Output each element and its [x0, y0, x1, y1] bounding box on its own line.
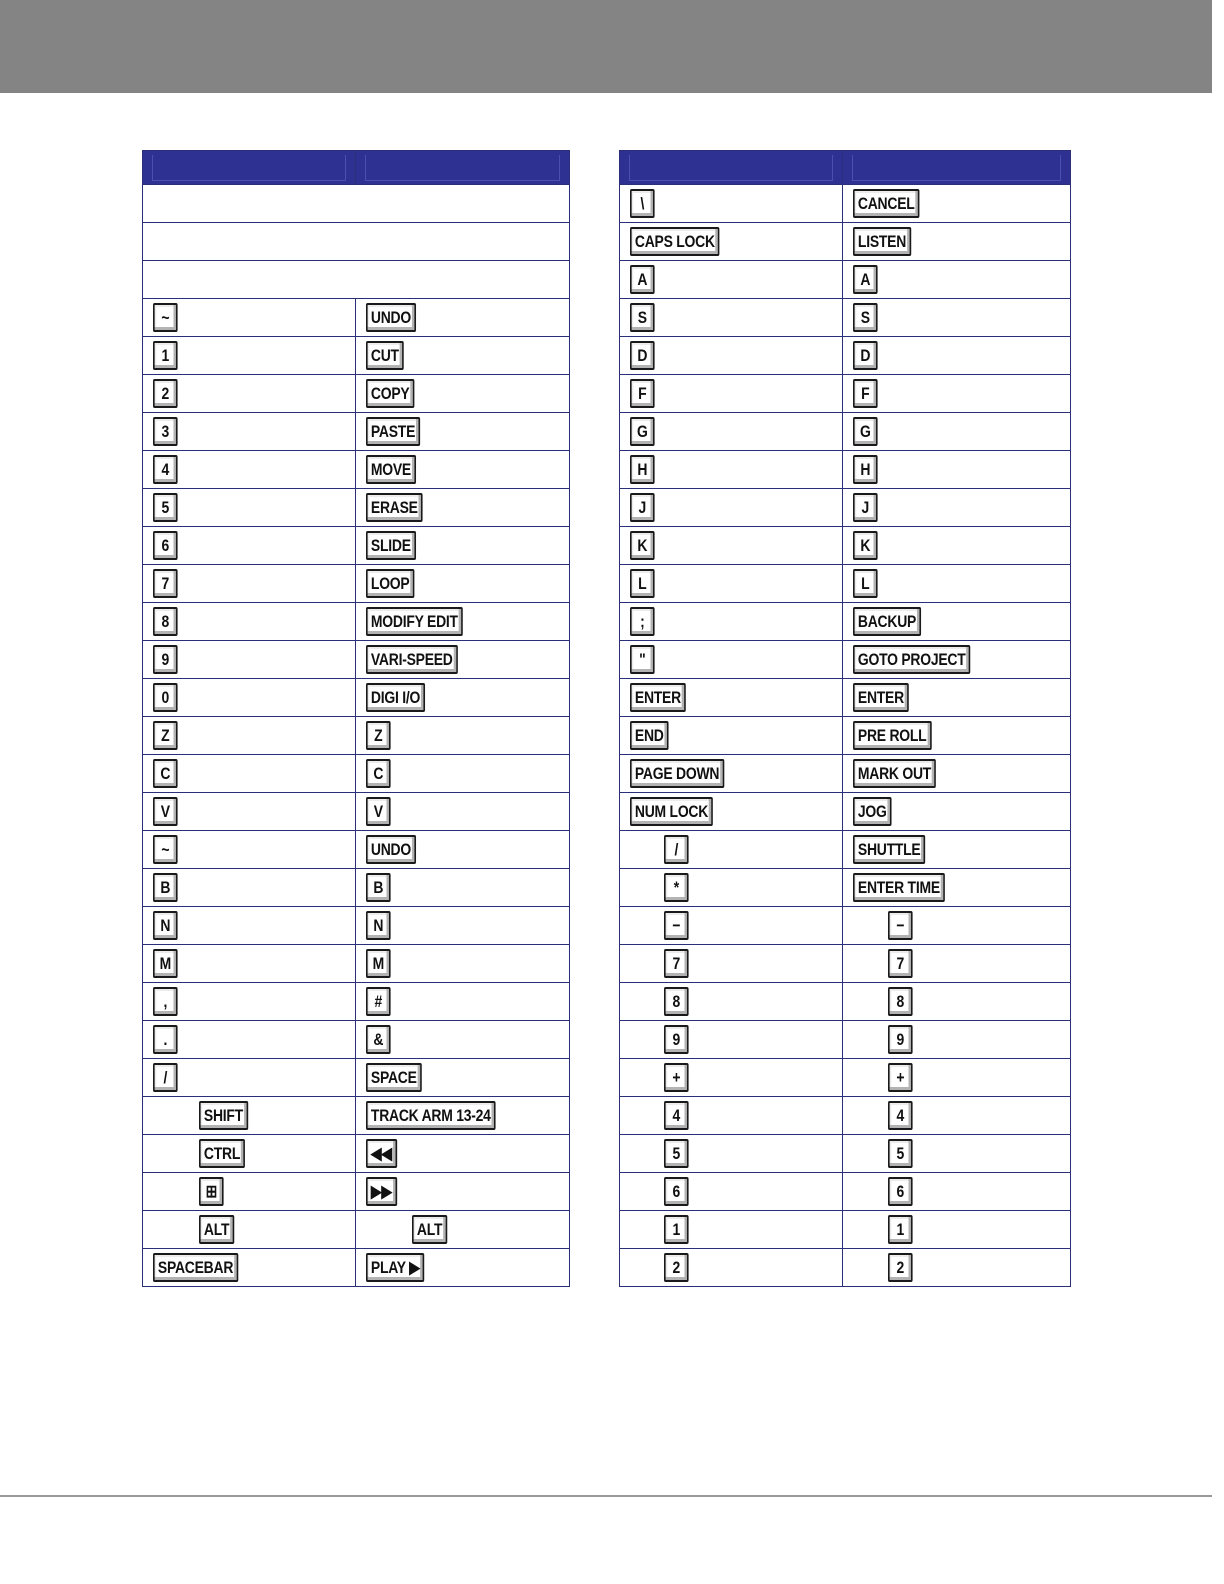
table-row: [620, 1059, 1071, 1097]
function-key-cap: SLIDE: [366, 531, 416, 560]
function-key-cap: MODIFY EDIT: [366, 607, 463, 636]
function-key-cap: S: [853, 303, 878, 332]
section-row: [143, 185, 570, 223]
function-key-cell: [356, 337, 570, 375]
function-key-cap: LOOP: [366, 569, 414, 598]
function-key-cap: #: [366, 987, 391, 1016]
table-row: [620, 413, 1071, 451]
function-key-cell: [843, 451, 1071, 489]
function-key-cell: [843, 793, 1071, 831]
table-row: [620, 489, 1071, 527]
function-key-cell: [356, 755, 570, 793]
computer-key-cell: [143, 413, 356, 451]
function-key-cell: [843, 1211, 1071, 1249]
function-key-cap: &: [366, 1025, 391, 1054]
computer-key-cell: [143, 603, 356, 641]
function-key-cap: ◀◀: [366, 1139, 397, 1168]
computer-key-cap: N: [153, 911, 178, 940]
computer-key-cell: [143, 489, 356, 527]
function-key-cap: 9: [888, 1025, 913, 1054]
computer-key-cap: 6: [664, 1177, 689, 1206]
function-key-cell: [843, 223, 1071, 261]
function-key-cap: ERASE: [366, 493, 423, 522]
table-row: [143, 603, 570, 641]
header-cell-computer-key: [143, 151, 356, 185]
computer-key-cap: 4: [153, 455, 178, 484]
function-key-cell: [843, 527, 1071, 565]
table-row: [620, 679, 1071, 717]
computer-key-cell: [620, 565, 843, 603]
computer-key-cell: [620, 375, 843, 413]
computer-key-cap: C: [153, 759, 178, 788]
computer-key-cell: [143, 945, 356, 983]
computer-key-cap: +: [664, 1063, 689, 1092]
function-key-cell: [356, 793, 570, 831]
computer-key-cap: 1: [153, 341, 178, 370]
function-key-cell: [356, 1021, 570, 1059]
header-cell-function: [843, 151, 1071, 185]
function-key-cap: MOVE: [366, 455, 416, 484]
computer-key-cap: 0: [153, 683, 178, 712]
table-row: [620, 983, 1071, 1021]
function-key-cell: [843, 755, 1071, 793]
computer-key-cap: ;: [630, 607, 655, 636]
function-key-cap: 6: [888, 1177, 913, 1206]
computer-key-cell: [620, 793, 843, 831]
function-key-cell: [356, 907, 570, 945]
computer-key-cap: SPACEBAR: [153, 1253, 238, 1282]
computer-key-cap: SHIFT: [199, 1101, 248, 1130]
function-key-cell: [356, 489, 570, 527]
keymap-table-right: [619, 150, 1071, 1287]
table-row: [143, 983, 570, 1021]
table-row: [143, 1097, 570, 1135]
computer-key-cell: [620, 451, 843, 489]
function-key-cap: 1: [888, 1215, 913, 1244]
table-row: [143, 641, 570, 679]
function-key-cap: PRE ROLL: [853, 721, 931, 750]
computer-key-cell: [143, 717, 356, 755]
computer-key-cell: [143, 337, 356, 375]
function-key-cap: DIGI I/O: [366, 683, 425, 712]
function-key-cell: [356, 831, 570, 869]
function-key-cell: [356, 679, 570, 717]
computer-key-cell: [143, 679, 356, 717]
function-key-cell: [843, 945, 1071, 983]
table-row: [143, 1173, 570, 1211]
computer-key-cell: [620, 603, 843, 641]
table-header: [143, 151, 570, 185]
function-key-cap: V: [366, 797, 391, 826]
computer-key-cell: [620, 1173, 843, 1211]
header-cell-computer-key: [620, 151, 843, 185]
computer-key-cap: 7: [664, 949, 689, 978]
computer-key-cap: 2: [153, 379, 178, 408]
table-row: [143, 299, 570, 337]
table-row: [143, 793, 570, 831]
table-row: [143, 565, 570, 603]
table-row: [143, 945, 570, 983]
computer-key-cap: ": [630, 645, 655, 674]
function-key-cell: [356, 1059, 570, 1097]
function-key-cap: PASTE: [366, 417, 420, 446]
computer-key-cell: [143, 793, 356, 831]
table-row: [143, 375, 570, 413]
function-key-cell: [356, 603, 570, 641]
computer-key-cap: H: [630, 455, 655, 484]
computer-key-cell: [620, 1059, 843, 1097]
computer-key-cap: 9: [153, 645, 178, 674]
computer-key-cell: [620, 907, 843, 945]
function-key-cap: CUT: [366, 341, 404, 370]
table-row: [620, 1173, 1071, 1211]
function-key-cap: H: [853, 455, 878, 484]
function-key-cap: +: [888, 1063, 913, 1092]
computer-key-cap: NUM LOCK: [630, 797, 713, 826]
table-row: [143, 831, 570, 869]
computer-key-cap: D: [630, 341, 655, 370]
computer-key-cell: [620, 413, 843, 451]
computer-key-cell: [143, 299, 356, 337]
table-row: [620, 945, 1071, 983]
function-key-cell: [843, 489, 1071, 527]
table-row: [620, 223, 1071, 261]
table-row: [620, 527, 1071, 565]
function-key-cell: [843, 413, 1071, 451]
table-row: [620, 1021, 1071, 1059]
computer-key-cell: [143, 1249, 356, 1287]
page-header-bar: [0, 0, 1212, 93]
function-key-cap: JOG: [853, 797, 892, 826]
function-key-cap: ALT: [412, 1215, 447, 1244]
computer-key-cap: 3: [153, 417, 178, 446]
function-key-cap: COPY: [366, 379, 414, 408]
computer-key-cell: [620, 983, 843, 1021]
keymap-table-left: [142, 150, 570, 1287]
computer-key-cap: ENTER: [630, 683, 686, 712]
computer-key-cap: *: [664, 873, 689, 902]
function-key-cap: SPACE: [366, 1063, 422, 1092]
computer-key-cap: Z: [153, 721, 178, 750]
function-key-cell: [843, 1135, 1071, 1173]
computer-key-cell: [143, 983, 356, 1021]
function-key-cell: [843, 185, 1071, 223]
table-row: [143, 1059, 570, 1097]
table-row: [143, 451, 570, 489]
table-row: [143, 489, 570, 527]
function-key-cell: [843, 1249, 1071, 1287]
function-key-cell: [356, 451, 570, 489]
function-key-cell: [356, 641, 570, 679]
computer-key-cap: ~: [153, 835, 178, 864]
computer-key-cap: END: [630, 721, 669, 750]
table-row: [143, 527, 570, 565]
computer-key-cell: [620, 299, 843, 337]
computer-key-cell: [620, 527, 843, 565]
computer-key-cap: .: [153, 1025, 178, 1054]
function-key-cell: [356, 1211, 570, 1249]
computer-key-cell: [143, 1059, 356, 1097]
table-row: [620, 907, 1071, 945]
computer-key-cap: 5: [153, 493, 178, 522]
computer-key-cell: [620, 679, 843, 717]
table-row: [620, 641, 1071, 679]
computer-key-cell: [620, 945, 843, 983]
function-key-cap: J: [853, 493, 878, 522]
table-row: [620, 1097, 1071, 1135]
section-row: [143, 223, 570, 261]
function-key-cell: [843, 679, 1071, 717]
computer-key-cell: [143, 755, 356, 793]
function-key-cell: [843, 299, 1071, 337]
computer-key-cap: L: [630, 569, 655, 598]
computer-key-cap: CAPS LOCK: [630, 227, 720, 256]
function-key-cap: ENTER TIME: [853, 873, 945, 902]
computer-key-cap: 4: [664, 1101, 689, 1130]
function-key-cell: [843, 1173, 1071, 1211]
function-key-cell: [356, 717, 570, 755]
computer-key-cap: /: [664, 835, 689, 864]
function-key-cell: [843, 907, 1071, 945]
function-key-cell: [356, 1173, 570, 1211]
table-row: [620, 185, 1071, 223]
computer-key-cell: [143, 1097, 356, 1135]
function-key-cell: [356, 375, 570, 413]
computer-key-cell: [143, 831, 356, 869]
computer-key-cap: ALT: [199, 1215, 234, 1244]
computer-key-cell: [143, 1173, 356, 1211]
function-key-cap: LISTEN: [853, 227, 911, 256]
computer-key-cap: K: [630, 531, 655, 560]
computer-key-cap: PAGE DOWN: [630, 759, 724, 788]
function-key-cell: [843, 565, 1071, 603]
table-row: [620, 1211, 1071, 1249]
computer-key-cap: \: [630, 189, 655, 218]
function-key-cap: L: [853, 569, 878, 598]
computer-key-cell: [620, 223, 843, 261]
table-row: [620, 261, 1071, 299]
computer-key-cap: A: [630, 265, 655, 294]
function-key-cell: [843, 337, 1071, 375]
computer-key-cell: [143, 565, 356, 603]
function-key-cap: CANCEL: [853, 189, 919, 218]
computer-key-cell: [143, 869, 356, 907]
function-key-cell: [356, 983, 570, 1021]
function-key-cap: MARK OUT: [853, 759, 936, 788]
table-row: [143, 907, 570, 945]
function-key-cell: [843, 641, 1071, 679]
function-key-cap: SHUTTLE: [853, 835, 925, 864]
function-key-cap: M: [366, 949, 391, 978]
function-key-cell: [843, 261, 1071, 299]
table-row: [620, 831, 1071, 869]
function-key-cell: [356, 413, 570, 451]
function-key-cap: UNDO: [366, 835, 416, 864]
table-row: [620, 375, 1071, 413]
function-key-cap: 8: [888, 987, 913, 1016]
computer-key-cell: [143, 1211, 356, 1249]
function-key-cap: 2: [888, 1253, 913, 1282]
computer-key-cap: F: [630, 379, 655, 408]
function-key-cap: VARI-SPEED: [366, 645, 458, 674]
function-key-cap: 7: [888, 949, 913, 978]
section-row: [143, 261, 570, 299]
function-key-cap: 5: [888, 1139, 913, 1168]
computer-key-cell: [143, 1135, 356, 1173]
computer-key-cell: [143, 375, 356, 413]
function-key-cap: BACKUP: [853, 607, 921, 636]
footer-rule: [0, 1495, 1212, 1497]
computer-key-cap: 5: [664, 1139, 689, 1168]
table-header: [620, 151, 1071, 185]
computer-key-cap: S: [630, 303, 655, 332]
computer-key-cap: /: [153, 1063, 178, 1092]
table-row: [143, 1021, 570, 1059]
computer-key-cell: [620, 1097, 843, 1135]
computer-key-cap: V: [153, 797, 178, 826]
table-row: [143, 413, 570, 451]
table-row: [620, 1135, 1071, 1173]
function-key-cap: C: [366, 759, 391, 788]
table-row: [143, 717, 570, 755]
table-row: [620, 451, 1071, 489]
table-row: [143, 1211, 570, 1249]
computer-key-cap: B: [153, 873, 178, 902]
computer-key-cap: J: [630, 493, 655, 522]
table-body: [620, 185, 1071, 1287]
function-key-cell: [356, 1135, 570, 1173]
function-key-cell: [843, 869, 1071, 907]
table-row: [620, 603, 1071, 641]
computer-key-cap: ~: [153, 303, 178, 332]
function-key-cap: B: [366, 873, 391, 902]
computer-key-cell: [620, 1021, 843, 1059]
function-key-cap: −: [888, 911, 913, 940]
computer-key-cap: 8: [664, 987, 689, 1016]
table-row: [620, 337, 1071, 375]
function-key-cap: A: [853, 265, 878, 294]
function-key-cell: [843, 1059, 1071, 1097]
function-key-cell: [843, 603, 1071, 641]
function-key-cell: [356, 1249, 570, 1287]
computer-key-cap: 1: [664, 1215, 689, 1244]
computer-key-cell: [620, 1135, 843, 1173]
function-key-cell: [843, 375, 1071, 413]
function-key-cell: [843, 983, 1071, 1021]
function-key-cap: ENTER: [853, 683, 909, 712]
computer-key-cell: [620, 755, 843, 793]
function-key-cap: N: [366, 911, 391, 940]
table-row: [143, 869, 570, 907]
table-row: [143, 1249, 570, 1287]
computer-key-cap: 9: [664, 1025, 689, 1054]
computer-key-cell: [620, 261, 843, 299]
function-key-cell: [843, 831, 1071, 869]
computer-key-cap: ⊞: [199, 1177, 224, 1206]
function-key-cell: [356, 945, 570, 983]
table-row: [620, 299, 1071, 337]
computer-key-cap: 7: [153, 569, 178, 598]
function-key-cap: GOTO PROJECT: [853, 645, 970, 674]
function-key-cell: [356, 869, 570, 907]
computer-key-cell: [620, 1249, 843, 1287]
table-row: [620, 1249, 1071, 1287]
table-row: [143, 1135, 570, 1173]
function-key-cell: [356, 299, 570, 337]
computer-key-cell: [620, 185, 843, 223]
function-key-cap: K: [853, 531, 878, 560]
computer-key-cell: [143, 527, 356, 565]
function-key-cell: [843, 1021, 1071, 1059]
computer-key-cap: 6: [153, 531, 178, 560]
table-row: [620, 793, 1071, 831]
function-key-cap: UNDO: [366, 303, 416, 332]
computer-key-cell: [620, 489, 843, 527]
function-key-cap: F: [853, 379, 878, 408]
computer-key-cap: M: [153, 949, 178, 978]
function-key-cell: [356, 565, 570, 603]
computer-key-cell: [620, 869, 843, 907]
computer-key-cap: 8: [153, 607, 178, 636]
computer-key-cap: −: [664, 911, 689, 940]
computer-key-cap: 2: [664, 1253, 689, 1282]
function-key-cap: PLAY ▶: [366, 1253, 425, 1282]
computer-key-cell: [620, 641, 843, 679]
function-key-cap: TRACK ARM 13-24: [366, 1101, 496, 1130]
table-row: [620, 869, 1071, 907]
table-row: [143, 755, 570, 793]
table-row: [143, 337, 570, 375]
computer-key-cell: [620, 337, 843, 375]
header-cell-function: [356, 151, 570, 185]
function-key-cap: ▶▶: [366, 1177, 397, 1206]
table-row: [620, 717, 1071, 755]
function-key-cell: [356, 527, 570, 565]
computer-key-cap: CTRL: [199, 1139, 245, 1168]
computer-key-cap: ,: [153, 987, 178, 1016]
computer-key-cell: [143, 1021, 356, 1059]
function-key-cell: [356, 1097, 570, 1135]
function-key-cap: 4: [888, 1101, 913, 1130]
computer-key-cell: [143, 451, 356, 489]
function-key-cell: [843, 1097, 1071, 1135]
computer-key-cell: [620, 831, 843, 869]
computer-key-cell: [620, 717, 843, 755]
computer-key-cell: [143, 907, 356, 945]
table-row: [620, 755, 1071, 793]
table-row: [620, 565, 1071, 603]
function-key-cap: G: [853, 417, 878, 446]
computer-key-cell: [143, 641, 356, 679]
table-body: [143, 299, 570, 1287]
function-key-cap: Z: [366, 721, 391, 750]
function-key-cap: D: [853, 341, 878, 370]
table-row: [143, 679, 570, 717]
computer-key-cell: [620, 1211, 843, 1249]
function-key-cell: [843, 717, 1071, 755]
computer-key-cap: G: [630, 417, 655, 446]
